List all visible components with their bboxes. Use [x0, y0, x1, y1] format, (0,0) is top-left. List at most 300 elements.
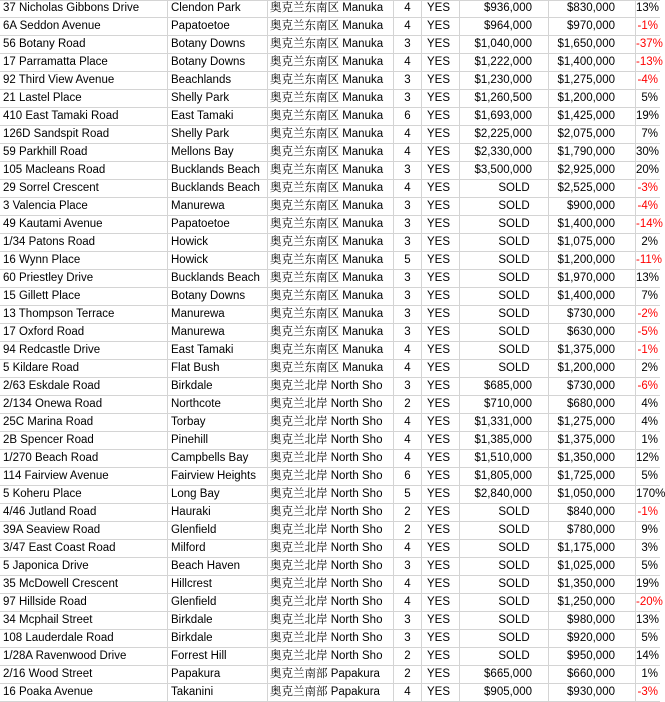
valuation-cell[interactable]: $730,000 [549, 306, 636, 323]
address-cell[interactable]: 49 Kautami Avenue [0, 216, 168, 233]
address-cell[interactable]: 1/270 Beach Road [0, 450, 168, 467]
region-cell[interactable]: 奥克兰东南区 Manuka [268, 0, 394, 17]
status-cell[interactable]: YES [422, 432, 460, 449]
bedrooms-cell[interactable]: 4 [394, 540, 422, 557]
listing-price-cell[interactable]: SOLD [460, 630, 549, 647]
suburb-cell[interactable]: Birkdale [168, 612, 268, 629]
suburb-cell[interactable]: Manurewa [168, 306, 268, 323]
bedrooms-cell[interactable]: 4 [394, 414, 422, 431]
valuation-cell[interactable]: $1,400,000 [549, 216, 636, 233]
valuation-cell[interactable]: $1,175,000 [549, 540, 636, 557]
region-cell[interactable]: 奥克兰北岸 North Sho [268, 504, 394, 521]
region-cell[interactable]: 奥克兰东南区 Manuka [268, 198, 394, 215]
listing-price-cell[interactable]: SOLD [460, 198, 549, 215]
change-percent-cell[interactable]: 2% [641, 236, 658, 248]
listing-price-cell[interactable]: $905,000 [460, 684, 549, 701]
address-cell[interactable]: 1/28A Ravenwood Drive [0, 648, 168, 665]
address-cell[interactable]: 2/63 Eskdale Road [0, 378, 168, 395]
valuation-cell[interactable]: $1,275,000 [549, 414, 636, 431]
listing-price-cell[interactable]: SOLD [460, 306, 549, 323]
region-cell[interactable]: 奥克兰东南区 Manuka [268, 324, 394, 341]
status-cell[interactable]: YES [422, 486, 460, 503]
address-cell[interactable]: 3 Valencia Place [0, 198, 168, 215]
change-percent-cell[interactable]: -1% [637, 20, 658, 32]
change-percent-cell[interactable]: 12% [636, 452, 660, 464]
listing-price-cell[interactable]: $2,225,000 [460, 126, 549, 143]
address-cell[interactable]: 16 Wynn Place [0, 252, 168, 269]
listing-price-cell[interactable]: $1,260,500 [460, 90, 549, 107]
change-percent-cell[interactable]: -1% [637, 506, 658, 518]
suburb-cell[interactable]: Shelly Park [168, 90, 268, 107]
bedrooms-cell[interactable]: 3 [394, 234, 422, 251]
address-cell[interactable]: 37 Nicholas Gibbons Drive [0, 0, 168, 17]
change-percent-cell[interactable]: 1% [641, 668, 658, 680]
bedrooms-cell[interactable]: 6 [394, 108, 422, 125]
region-cell[interactable]: 奥克兰东南区 Manuka [268, 342, 394, 359]
address-cell[interactable]: 126D Sandspit Road [0, 126, 168, 143]
listing-price-cell[interactable]: SOLD [460, 504, 549, 521]
bedrooms-cell[interactable]: 4 [394, 576, 422, 593]
change-percent-cell[interactable]: 170% [636, 488, 665, 500]
region-cell[interactable]: 奥克兰北岸 North Sho [268, 414, 394, 431]
suburb-cell[interactable]: Bucklands Beach [168, 180, 268, 197]
bedrooms-cell[interactable]: 4 [394, 126, 422, 143]
status-cell[interactable]: YES [422, 270, 460, 287]
suburb-cell[interactable]: Campbells Bay [168, 450, 268, 467]
suburb-cell[interactable]: Beachlands [168, 72, 268, 89]
address-cell[interactable]: 5 Koheru Place [0, 486, 168, 503]
suburb-cell[interactable]: Takanini [168, 684, 268, 701]
region-cell[interactable]: 奥克兰东南区 Manuka [268, 126, 394, 143]
valuation-cell[interactable]: $1,050,000 [549, 486, 636, 503]
listing-price-cell[interactable]: SOLD [460, 252, 549, 269]
suburb-cell[interactable]: Milford [168, 540, 268, 557]
status-cell[interactable]: YES [422, 90, 460, 107]
region-cell[interactable]: 奥克兰北岸 North Sho [268, 468, 394, 485]
region-cell[interactable]: 奥克兰东南区 Manuka [268, 54, 394, 71]
suburb-cell[interactable]: Papakura [168, 666, 268, 683]
valuation-cell[interactable]: $1,400,000 [549, 288, 636, 305]
region-cell[interactable]: 奥克兰东南区 Manuka [268, 270, 394, 287]
region-cell[interactable]: 奥克兰东南区 Manuka [268, 108, 394, 125]
bedrooms-cell[interactable]: 6 [394, 468, 422, 485]
change-percent-cell[interactable]: -14% [636, 218, 663, 230]
region-cell[interactable]: 奥克兰北岸 North Sho [268, 450, 394, 467]
status-cell[interactable]: YES [422, 234, 460, 251]
status-cell[interactable]: YES [422, 594, 460, 611]
region-cell[interactable]: 奥克兰北岸 North Sho [268, 540, 394, 557]
suburb-cell[interactable]: Howick [168, 234, 268, 251]
valuation-cell[interactable]: $1,200,000 [549, 360, 636, 377]
valuation-cell[interactable]: $900,000 [549, 198, 636, 215]
valuation-cell[interactable]: $1,350,000 [549, 450, 636, 467]
change-percent-cell[interactable]: 5% [641, 92, 658, 104]
bedrooms-cell[interactable]: 3 [394, 288, 422, 305]
status-cell[interactable]: YES [422, 504, 460, 521]
address-cell[interactable]: 2B Spencer Road [0, 432, 168, 449]
change-percent-cell[interactable]: -37% [636, 38, 663, 50]
suburb-cell[interactable]: East Tamaki [168, 342, 268, 359]
bedrooms-cell[interactable]: 4 [394, 360, 422, 377]
address-cell[interactable]: 97 Hillside Road [0, 594, 168, 611]
bedrooms-cell[interactable]: 2 [394, 666, 422, 683]
bedrooms-cell[interactable]: 4 [394, 594, 422, 611]
status-cell[interactable]: YES [422, 288, 460, 305]
status-cell[interactable]: YES [422, 414, 460, 431]
status-cell[interactable]: YES [422, 378, 460, 395]
valuation-cell[interactable]: $1,400,000 [549, 54, 636, 71]
valuation-cell[interactable]: $1,200,000 [549, 252, 636, 269]
address-cell[interactable]: 34 Mcphail Street [0, 612, 168, 629]
valuation-cell[interactable]: $2,925,000 [549, 162, 636, 179]
change-percent-cell[interactable]: 2% [641, 362, 658, 374]
address-cell[interactable]: 15 Gillett Place [0, 288, 168, 305]
bedrooms-cell[interactable]: 4 [394, 144, 422, 161]
listing-price-cell[interactable]: $3,500,000 [460, 162, 549, 179]
bedrooms-cell[interactable]: 3 [394, 630, 422, 647]
change-percent-cell[interactable]: -5% [637, 326, 658, 338]
change-percent-cell[interactable]: 1% [641, 434, 658, 446]
change-percent-cell[interactable]: -4% [637, 74, 658, 86]
valuation-cell[interactable]: $630,000 [549, 324, 636, 341]
region-cell[interactable]: 奥克兰东南区 Manuka [268, 288, 394, 305]
change-percent-cell[interactable]: -1% [637, 344, 658, 356]
bedrooms-cell[interactable]: 4 [394, 18, 422, 35]
address-cell[interactable]: 60 Priestley Drive [0, 270, 168, 287]
suburb-cell[interactable]: Papatoetoe [168, 18, 268, 35]
change-percent-cell[interactable]: 30% [636, 146, 660, 158]
status-cell[interactable]: YES [422, 630, 460, 647]
region-cell[interactable]: 奥克兰东南区 Manuka [268, 216, 394, 233]
bedrooms-cell[interactable]: 4 [394, 684, 422, 701]
listing-price-cell[interactable]: SOLD [460, 270, 549, 287]
bedrooms-cell[interactable]: 3 [394, 324, 422, 341]
bedrooms-cell[interactable]: 2 [394, 522, 422, 539]
valuation-cell[interactable]: $1,350,000 [549, 576, 636, 593]
listing-price-cell[interactable]: SOLD [460, 216, 549, 233]
address-cell[interactable]: 6A Seddon Avenue [0, 18, 168, 35]
status-cell[interactable]: YES [422, 108, 460, 125]
bedrooms-cell[interactable]: 4 [394, 342, 422, 359]
bedrooms-cell[interactable]: 5 [394, 252, 422, 269]
address-cell[interactable]: 29 Sorrel Crescent [0, 180, 168, 197]
listing-price-cell[interactable]: SOLD [460, 612, 549, 629]
valuation-cell[interactable]: $1,790,000 [549, 144, 636, 161]
region-cell[interactable]: 奥克兰东南区 Manuka [268, 36, 394, 53]
address-cell[interactable]: 59 Parkhill Road [0, 144, 168, 161]
bedrooms-cell[interactable]: 3 [394, 216, 422, 233]
change-percent-cell[interactable]: 13% [636, 272, 660, 284]
address-cell[interactable]: 5 Kildare Road [0, 360, 168, 377]
address-cell[interactable]: 17 Oxford Road [0, 324, 168, 341]
status-cell[interactable]: YES [422, 396, 460, 413]
change-percent-cell[interactable]: -3% [637, 686, 658, 698]
status-cell[interactable]: YES [422, 252, 460, 269]
bedrooms-cell[interactable]: 3 [394, 36, 422, 53]
suburb-cell[interactable]: Botany Downs [168, 36, 268, 53]
status-cell[interactable]: YES [422, 216, 460, 233]
suburb-cell[interactable]: Fairview Heights [168, 468, 268, 485]
bedrooms-cell[interactable]: 4 [394, 0, 422, 17]
suburb-cell[interactable]: Glenfield [168, 594, 268, 611]
valuation-cell[interactable]: $1,725,000 [549, 468, 636, 485]
region-cell[interactable]: 奥克兰东南区 Manuka [268, 180, 394, 197]
bedrooms-cell[interactable]: 3 [394, 378, 422, 395]
listing-price-cell[interactable]: SOLD [460, 180, 549, 197]
bedrooms-cell[interactable]: 5 [394, 486, 422, 503]
status-cell[interactable]: YES [422, 558, 460, 575]
listing-price-cell[interactable]: $685,000 [460, 378, 549, 395]
status-cell[interactable]: YES [422, 522, 460, 539]
bedrooms-cell[interactable]: 3 [394, 198, 422, 215]
listing-price-cell[interactable]: SOLD [460, 324, 549, 341]
listing-price-cell[interactable]: $710,000 [460, 396, 549, 413]
valuation-cell[interactable]: $970,000 [549, 18, 636, 35]
change-percent-cell[interactable]: 5% [641, 470, 658, 482]
change-percent-cell[interactable]: -2% [637, 308, 658, 320]
region-cell[interactable]: 奥克兰东南区 Manuka [268, 252, 394, 269]
valuation-cell[interactable]: $1,970,000 [549, 270, 636, 287]
valuation-cell[interactable]: $1,375,000 [549, 432, 636, 449]
suburb-cell[interactable]: Clendon Park [168, 0, 268, 17]
listing-price-cell[interactable]: SOLD [460, 522, 549, 539]
valuation-cell[interactable]: $780,000 [549, 522, 636, 539]
status-cell[interactable]: YES [422, 0, 460, 17]
bedrooms-cell[interactable]: 3 [394, 306, 422, 323]
status-cell[interactable]: YES [422, 450, 460, 467]
suburb-cell[interactable]: Botany Downs [168, 54, 268, 71]
change-percent-cell[interactable]: -4% [637, 200, 658, 212]
status-cell[interactable]: YES [422, 198, 460, 215]
suburb-cell[interactable]: Manurewa [168, 324, 268, 341]
region-cell[interactable]: 奥克兰北岸 North Sho [268, 558, 394, 575]
valuation-cell[interactable]: $2,525,000 [549, 180, 636, 197]
bedrooms-cell[interactable]: 4 [394, 450, 422, 467]
region-cell[interactable]: 奥克兰东南区 Manuka [268, 306, 394, 323]
suburb-cell[interactable]: Howick [168, 252, 268, 269]
suburb-cell[interactable]: Shelly Park [168, 126, 268, 143]
change-percent-cell[interactable]: 7% [641, 128, 658, 140]
listing-price-cell[interactable]: $665,000 [460, 666, 549, 683]
status-cell[interactable]: YES [422, 666, 460, 683]
suburb-cell[interactable]: Manurewa [168, 198, 268, 215]
change-percent-cell[interactable]: 9% [641, 524, 658, 536]
suburb-cell[interactable]: Bucklands Beach [168, 270, 268, 287]
listing-price-cell[interactable]: $1,040,000 [460, 36, 549, 53]
status-cell[interactable]: YES [422, 684, 460, 701]
status-cell[interactable]: YES [422, 72, 460, 89]
region-cell[interactable]: 奥克兰东南区 Manuka [268, 90, 394, 107]
listing-price-cell[interactable]: SOLD [460, 576, 549, 593]
region-cell[interactable]: 奥克兰东南区 Manuka [268, 234, 394, 251]
listing-price-cell[interactable]: $1,693,000 [460, 108, 549, 125]
region-cell[interactable]: 奥克兰北岸 North Sho [268, 522, 394, 539]
status-cell[interactable]: YES [422, 18, 460, 35]
bedrooms-cell[interactable]: 4 [394, 432, 422, 449]
valuation-cell[interactable]: $830,000 [549, 0, 636, 17]
listing-price-cell[interactable]: $2,330,000 [460, 144, 549, 161]
change-percent-cell[interactable]: 13% [636, 2, 660, 14]
suburb-cell[interactable]: Birkdale [168, 378, 268, 395]
suburb-cell[interactable]: Bucklands Beach [168, 162, 268, 179]
status-cell[interactable]: YES [422, 54, 460, 71]
address-cell[interactable]: 410 East Tamaki Road [0, 108, 168, 125]
valuation-cell[interactable]: $680,000 [549, 396, 636, 413]
address-cell[interactable]: 35 McDowell Crescent [0, 576, 168, 593]
region-cell[interactable]: 奥克兰东南区 Manuka [268, 162, 394, 179]
status-cell[interactable]: YES [422, 540, 460, 557]
listing-price-cell[interactable]: SOLD [460, 342, 549, 359]
bedrooms-cell[interactable]: 2 [394, 648, 422, 665]
valuation-cell[interactable]: $1,275,000 [549, 72, 636, 89]
change-percent-cell[interactable]: 7% [641, 290, 658, 302]
change-percent-cell[interactable]: 3% [641, 542, 658, 554]
region-cell[interactable]: 奥克兰南部 Papakura [268, 684, 394, 701]
status-cell[interactable]: YES [422, 612, 460, 629]
bedrooms-cell[interactable]: 4 [394, 54, 422, 71]
address-cell[interactable]: 39A Seaview Road [0, 522, 168, 539]
status-cell[interactable]: YES [422, 306, 460, 323]
address-cell[interactable]: 3/47 East Coast Road [0, 540, 168, 557]
suburb-cell[interactable]: East Tamaki [168, 108, 268, 125]
change-percent-cell[interactable]: 4% [641, 398, 658, 410]
suburb-cell[interactable]: Beach Haven [168, 558, 268, 575]
region-cell[interactable]: 奥克兰北岸 North Sho [268, 612, 394, 629]
change-percent-cell[interactable]: 5% [641, 560, 658, 572]
listing-price-cell[interactable]: SOLD [460, 234, 549, 251]
bedrooms-cell[interactable]: 3 [394, 558, 422, 575]
suburb-cell[interactable]: Hauraki [168, 504, 268, 521]
status-cell[interactable]: YES [422, 468, 460, 485]
change-percent-cell[interactable]: 20% [636, 164, 660, 176]
listing-price-cell[interactable]: SOLD [460, 360, 549, 377]
valuation-cell[interactable]: $2,075,000 [549, 126, 636, 143]
suburb-cell[interactable]: Long Bay [168, 486, 268, 503]
status-cell[interactable]: YES [422, 360, 460, 377]
region-cell[interactable]: 奥克兰北岸 North Sho [268, 432, 394, 449]
region-cell[interactable]: 奥克兰东南区 Manuka [268, 72, 394, 89]
suburb-cell[interactable]: Northcote [168, 396, 268, 413]
status-cell[interactable]: YES [422, 576, 460, 593]
listing-price-cell[interactable]: SOLD [460, 594, 549, 611]
address-cell[interactable]: 21 Lastel Place [0, 90, 168, 107]
change-percent-cell[interactable]: 5% [641, 632, 658, 644]
change-percent-cell[interactable]: -13% [636, 56, 663, 68]
status-cell[interactable]: YES [422, 648, 460, 665]
address-cell[interactable]: 1/34 Patons Road [0, 234, 168, 251]
valuation-cell[interactable]: $1,375,000 [549, 342, 636, 359]
suburb-cell[interactable]: Birkdale [168, 630, 268, 647]
valuation-cell[interactable]: $930,000 [549, 684, 636, 701]
suburb-cell[interactable]: Mellons Bay [168, 144, 268, 161]
valuation-cell[interactable]: $1,075,000 [549, 234, 636, 251]
status-cell[interactable]: YES [422, 36, 460, 53]
region-cell[interactable]: 奥克兰南部 Papakura [268, 666, 394, 683]
address-cell[interactable]: 13 Thompson Terrace [0, 306, 168, 323]
address-cell[interactable]: 56 Botany Road [0, 36, 168, 53]
valuation-cell[interactable]: $1,425,000 [549, 108, 636, 125]
bedrooms-cell[interactable]: 2 [394, 504, 422, 521]
listing-price-cell[interactable]: $1,331,000 [460, 414, 549, 431]
valuation-cell[interactable]: $980,000 [549, 612, 636, 629]
region-cell[interactable]: 奥克兰北岸 North Sho [268, 378, 394, 395]
address-cell[interactable]: 114 Fairview Avenue [0, 468, 168, 485]
address-cell[interactable]: 108 Lauderdale Road [0, 630, 168, 647]
change-percent-cell[interactable]: -20% [636, 596, 663, 608]
suburb-cell[interactable]: Forrest Hill [168, 648, 268, 665]
region-cell[interactable]: 奥克兰东南区 Manuka [268, 18, 394, 35]
region-cell[interactable]: 奥克兰北岸 North Sho [268, 648, 394, 665]
valuation-cell[interactable]: $1,250,000 [549, 594, 636, 611]
bedrooms-cell[interactable]: 3 [394, 162, 422, 179]
address-cell[interactable]: 17 Parramatta Place [0, 54, 168, 71]
change-percent-cell[interactable]: 13% [636, 614, 660, 626]
change-percent-cell[interactable]: -11% [636, 254, 662, 266]
address-cell[interactable]: 105 Macleans Road [0, 162, 168, 179]
listing-price-cell[interactable]: SOLD [460, 540, 549, 557]
region-cell[interactable]: 奥克兰东南区 Manuka [268, 360, 394, 377]
listing-price-cell[interactable]: $1,230,000 [460, 72, 549, 89]
suburb-cell[interactable]: Torbay [168, 414, 268, 431]
valuation-cell[interactable]: $1,200,000 [549, 90, 636, 107]
status-cell[interactable]: YES [422, 342, 460, 359]
suburb-cell[interactable]: Flat Bush [168, 360, 268, 377]
address-cell[interactable]: 4/46 Jutland Road [0, 504, 168, 521]
address-cell[interactable]: 2/16 Wood Street [0, 666, 168, 683]
bedrooms-cell[interactable]: 2 [394, 396, 422, 413]
address-cell[interactable]: 94 Redcastle Drive [0, 342, 168, 359]
valuation-cell[interactable]: $660,000 [549, 666, 636, 683]
change-percent-cell[interactable]: 14% [636, 650, 660, 662]
bedrooms-cell[interactable]: 3 [394, 90, 422, 107]
change-percent-cell[interactable]: -6% [637, 380, 658, 392]
bedrooms-cell[interactable]: 3 [394, 612, 422, 629]
region-cell[interactable]: 奥克兰北岸 North Sho [268, 486, 394, 503]
listing-price-cell[interactable]: $1,385,000 [460, 432, 549, 449]
change-percent-cell[interactable]: 4% [641, 416, 658, 428]
listing-price-cell[interactable]: $2,840,000 [460, 486, 549, 503]
bedrooms-cell[interactable]: 4 [394, 180, 422, 197]
valuation-cell[interactable]: $730,000 [549, 378, 636, 395]
suburb-cell[interactable]: Pinehill [168, 432, 268, 449]
suburb-cell[interactable]: Papatoetoe [168, 216, 268, 233]
valuation-cell[interactable]: $1,025,000 [549, 558, 636, 575]
region-cell[interactable]: 奥克兰北岸 North Sho [268, 630, 394, 647]
address-cell[interactable]: 25C Marina Road [0, 414, 168, 431]
region-cell[interactable]: 奥克兰东南区 Manuka [268, 144, 394, 161]
listing-price-cell[interactable]: SOLD [460, 558, 549, 575]
valuation-cell[interactable]: $840,000 [549, 504, 636, 521]
suburb-cell[interactable]: Botany Downs [168, 288, 268, 305]
change-percent-cell[interactable]: 19% [636, 578, 660, 590]
status-cell[interactable]: YES [422, 162, 460, 179]
listing-price-cell[interactable]: $1,510,000 [460, 450, 549, 467]
change-percent-cell[interactable]: 19% [636, 110, 660, 122]
listing-price-cell[interactable]: $936,000 [460, 0, 549, 17]
listing-price-cell[interactable]: SOLD [460, 648, 549, 665]
region-cell[interactable]: 奥克兰北岸 North Sho [268, 396, 394, 413]
listing-price-cell[interactable]: $964,000 [460, 18, 549, 35]
address-cell[interactable]: 92 Third View Avenue [0, 72, 168, 89]
bedrooms-cell[interactable]: 3 [394, 72, 422, 89]
valuation-cell[interactable]: $920,000 [549, 630, 636, 647]
address-cell[interactable]: 2/134 Onewa Road [0, 396, 168, 413]
valuation-cell[interactable]: $1,650,000 [549, 36, 636, 53]
valuation-cell[interactable]: $950,000 [549, 648, 636, 665]
address-cell[interactable]: 16 Poaka Avenue [0, 684, 168, 701]
status-cell[interactable]: YES [422, 126, 460, 143]
bedrooms-cell[interactable]: 3 [394, 270, 422, 287]
